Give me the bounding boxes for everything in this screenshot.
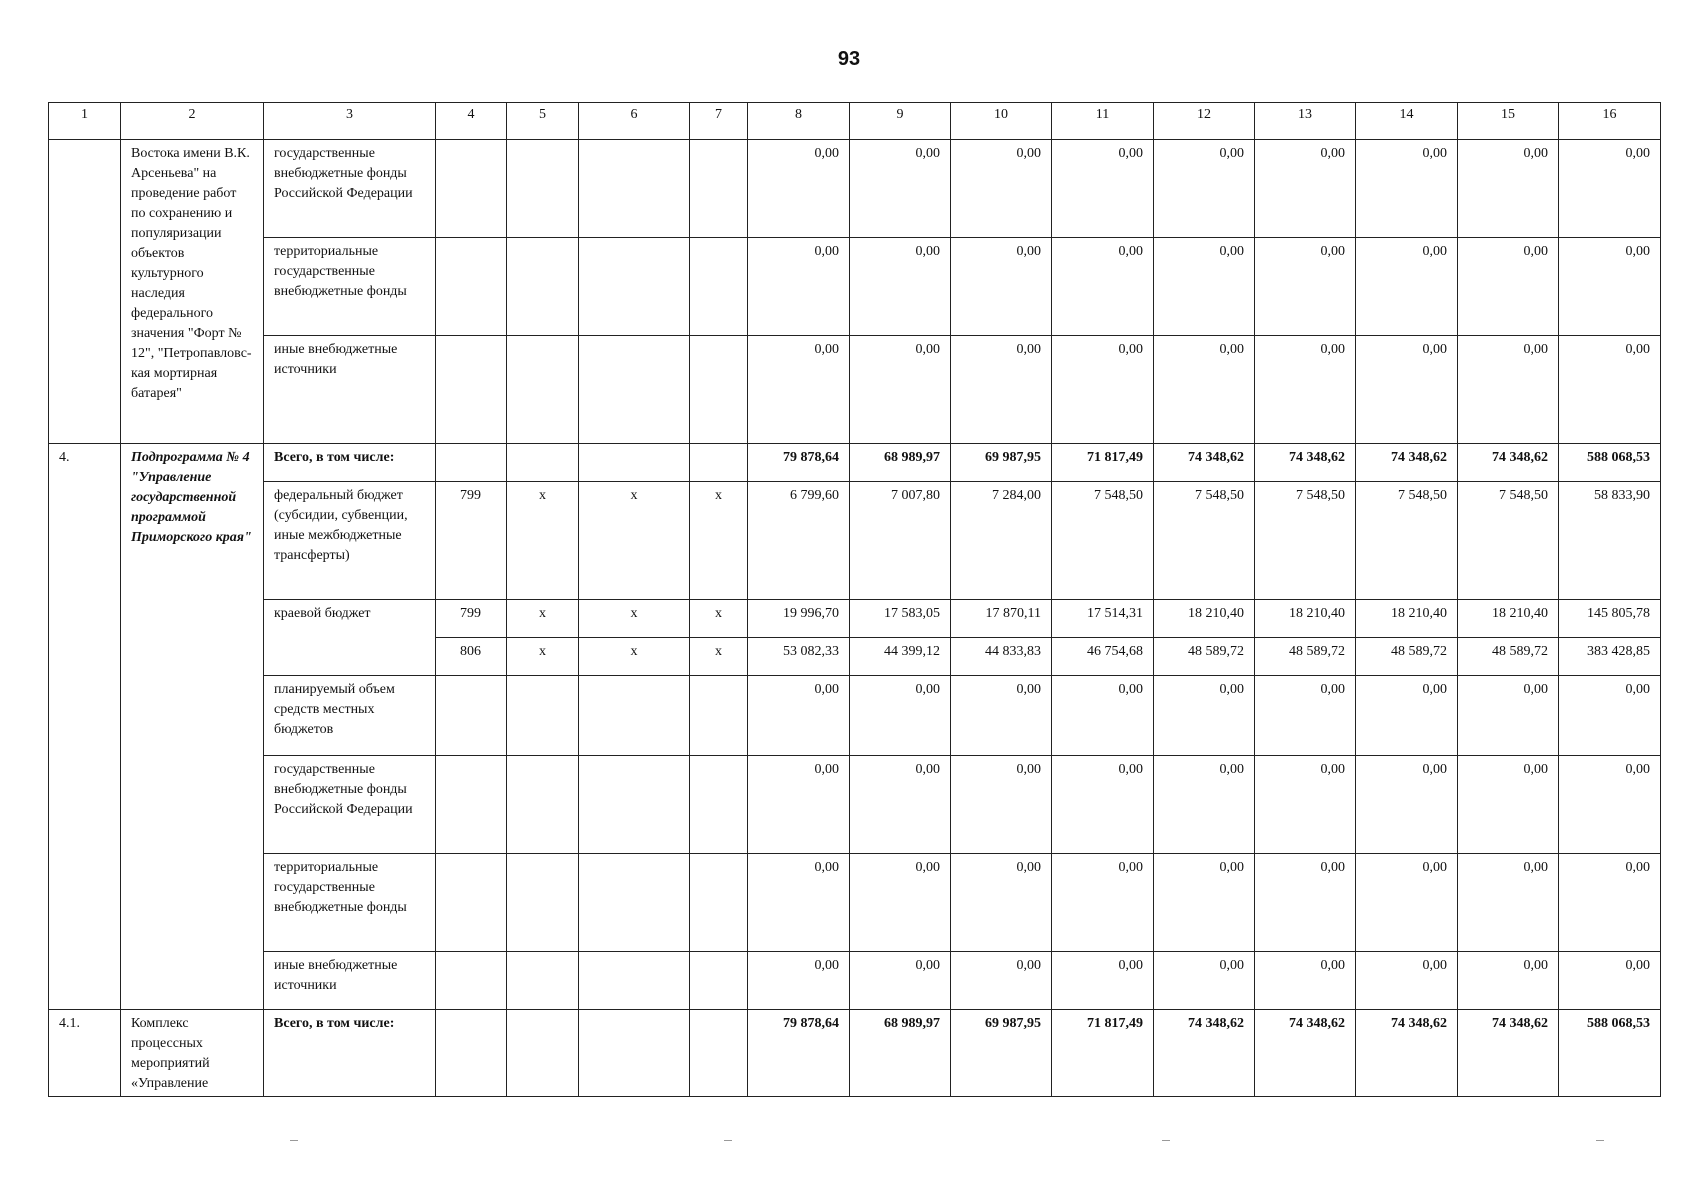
amount-cell: 68 989,97 <box>850 1010 951 1097</box>
code-cell-empty <box>579 756 690 854</box>
code-cell-empty <box>690 854 748 952</box>
amount-cell: 588 068,53 <box>1559 444 1661 482</box>
amount-cell: 0,00 <box>951 336 1052 444</box>
amount-cell: 145 805,78 <box>1559 600 1661 638</box>
amount-cell: 0,00 <box>1356 238 1458 336</box>
code-cell: х <box>579 600 690 638</box>
amount-cell: 0,00 <box>1356 952 1458 1010</box>
amount-cell: 0,00 <box>1356 140 1458 238</box>
amount-cell: 0,00 <box>1052 952 1154 1010</box>
amount-cell: 0,00 <box>748 238 850 336</box>
budget-row <box>49 482 1661 600</box>
code-cell-empty <box>436 140 507 238</box>
amount-cell: 74 348,62 <box>1356 1010 1458 1097</box>
budget-table <box>48 102 1661 1097</box>
amount-cell: 0,00 <box>748 140 850 238</box>
budget-row <box>49 140 1661 238</box>
amount-cell: 69 987,95 <box>951 444 1052 482</box>
amount-cell: 0,00 <box>850 854 951 952</box>
amount-cell: 0,00 <box>748 854 850 952</box>
amount-cell: 44 399,12 <box>850 638 951 676</box>
code-cell-empty <box>579 854 690 952</box>
column-header: 1 <box>49 103 121 140</box>
amount-cell: 0,00 <box>850 676 951 756</box>
funding-source-cell: Всего, в том числе: <box>264 444 436 482</box>
amount-cell: 19 996,70 <box>748 600 850 638</box>
amount-cell: 74 348,62 <box>1458 1010 1559 1097</box>
code-cell: х <box>507 482 579 600</box>
amount-cell: 0,00 <box>1458 676 1559 756</box>
amount-cell: 0,00 <box>1255 676 1356 756</box>
amount-cell: 0,00 <box>1458 140 1559 238</box>
funding-source-cell: краевой бюджет <box>264 600 436 676</box>
funding-source-cell: иные внебюджетные источники <box>264 952 436 1010</box>
code-cell-empty <box>436 336 507 444</box>
amount-cell: 0,00 <box>1052 676 1154 756</box>
page-number: 93 <box>837 48 861 70</box>
code-cell-empty <box>507 238 579 336</box>
amount-cell: 18 210,40 <box>1458 600 1559 638</box>
code-cell-empty <box>436 238 507 336</box>
amount-cell: 6 799,60 <box>748 482 850 600</box>
header-row <box>49 103 1661 140</box>
code-cell-empty <box>690 952 748 1010</box>
code-cell: х <box>579 638 690 676</box>
column-header: 11 <box>1052 103 1154 140</box>
budget-row <box>49 756 1661 854</box>
amount-cell: 0,00 <box>1559 952 1661 1010</box>
code-cell: х <box>507 600 579 638</box>
amount-cell: 0,00 <box>748 756 850 854</box>
amount-cell: 0,00 <box>1458 238 1559 336</box>
amount-cell: 0,00 <box>850 756 951 854</box>
row-number-cell: 4.1. <box>49 1010 121 1097</box>
code-cell-empty <box>690 1010 748 1097</box>
amount-cell: 7 548,50 <box>1356 482 1458 600</box>
amount-cell: 0,00 <box>951 676 1052 756</box>
amount-cell: 0,00 <box>1356 756 1458 854</box>
amount-cell: 44 833,83 <box>951 638 1052 676</box>
amount-cell: 17 514,31 <box>1052 600 1154 638</box>
amount-cell: 0,00 <box>1255 238 1356 336</box>
amount-cell: 0,00 <box>1356 854 1458 952</box>
code-cell-empty <box>436 676 507 756</box>
amount-cell: 48 589,72 <box>1255 638 1356 676</box>
amount-cell: 7 548,50 <box>1052 482 1154 600</box>
funding-source-cell: иные внебюджетные источники <box>264 336 436 444</box>
column-header: 5 <box>507 103 579 140</box>
amount-cell: 0,00 <box>1154 952 1255 1010</box>
budget-row <box>49 952 1661 1010</box>
amount-cell: 74 348,62 <box>1458 444 1559 482</box>
amount-cell: 383 428,85 <box>1559 638 1661 676</box>
amount-cell: 0,00 <box>1255 854 1356 952</box>
amount-cell: 53 082,33 <box>748 638 850 676</box>
amount-cell: 0,00 <box>1559 854 1661 952</box>
column-header: 7 <box>690 103 748 140</box>
code-cell-empty <box>507 854 579 952</box>
code-cell-empty <box>507 952 579 1010</box>
column-header: 4 <box>436 103 507 140</box>
kbk-code-cell: 799 <box>436 600 507 638</box>
amount-cell: 0,00 <box>1356 336 1458 444</box>
amount-cell: 0,00 <box>1255 336 1356 444</box>
amount-cell: 74 348,62 <box>1154 1010 1255 1097</box>
amount-cell: 71 817,49 <box>1052 1010 1154 1097</box>
code-cell-empty <box>579 140 690 238</box>
amount-cell: 0,00 <box>850 952 951 1010</box>
column-header: 2 <box>121 103 264 140</box>
code-cell-empty <box>690 444 748 482</box>
scan-mark <box>1162 1140 1170 1141</box>
code-cell-empty <box>507 756 579 854</box>
budget-row-total <box>49 1010 1661 1097</box>
code-cell-empty <box>436 444 507 482</box>
amount-cell: 0,00 <box>1052 756 1154 854</box>
code-cell-empty <box>507 1010 579 1097</box>
code-cell-empty <box>507 676 579 756</box>
kbk-code-cell: 799 <box>436 482 507 600</box>
amount-cell: 7 548,50 <box>1458 482 1559 600</box>
amount-cell: 0,00 <box>1052 140 1154 238</box>
code-cell: х <box>507 638 579 676</box>
scan-mark <box>1596 1140 1604 1141</box>
amount-cell: 0,00 <box>1458 952 1559 1010</box>
amount-cell: 0,00 <box>1559 336 1661 444</box>
measure-name-cell: Востока имени В.К. Арсеньева" на проведение работ по сохранению и популяризации объектов культурного наследия федерального значения "Форт № 12", "Петропавловс-кая мортирная батарея" <box>121 140 264 444</box>
amount-cell: 74 348,62 <box>1154 444 1255 482</box>
budget-row <box>49 854 1661 952</box>
amount-cell: 0,00 <box>1154 854 1255 952</box>
code-cell-empty <box>436 952 507 1010</box>
amount-cell: 74 348,62 <box>1255 1010 1356 1097</box>
code-cell-empty <box>690 676 748 756</box>
amount-cell: 588 068,53 <box>1559 1010 1661 1097</box>
amount-cell: 58 833,90 <box>1559 482 1661 600</box>
amount-cell: 0,00 <box>1255 140 1356 238</box>
budget-row <box>49 238 1661 336</box>
row-number-cell: 4. <box>49 444 121 1010</box>
amount-cell: 7 007,80 <box>850 482 951 600</box>
funding-source-cell: территориальные государственные внебюджетные фонды <box>264 854 436 952</box>
amount-cell: 0,00 <box>1154 756 1255 854</box>
code-cell: х <box>690 638 748 676</box>
column-header: 12 <box>1154 103 1255 140</box>
amount-cell: 74 348,62 <box>1356 444 1458 482</box>
amount-cell: 7 548,50 <box>1154 482 1255 600</box>
amount-cell: 7 284,00 <box>951 482 1052 600</box>
amount-cell: 17 870,11 <box>951 600 1052 638</box>
code-cell: х <box>690 482 748 600</box>
column-header: 6 <box>579 103 690 140</box>
amount-cell: 0,00 <box>1052 238 1154 336</box>
code-cell-empty <box>690 140 748 238</box>
column-header: 16 <box>1559 103 1661 140</box>
code-cell-empty <box>579 444 690 482</box>
code-cell-empty <box>690 756 748 854</box>
amount-cell: 0,00 <box>1052 854 1154 952</box>
funding-source-cell: государственные внебюджетные фонды Российской Федерации <box>264 140 436 238</box>
budget-row <box>49 600 1661 638</box>
column-header: 13 <box>1255 103 1356 140</box>
code-cell-empty <box>690 336 748 444</box>
column-header: 14 <box>1356 103 1458 140</box>
funding-source-cell: территориальные государственные внебюджетные фонды <box>264 238 436 336</box>
code-cell-empty <box>579 336 690 444</box>
amount-cell: 17 583,05 <box>850 600 951 638</box>
code-cell-empty <box>579 676 690 756</box>
amount-cell: 0,00 <box>850 238 951 336</box>
column-header: 10 <box>951 103 1052 140</box>
amount-cell: 0,00 <box>1154 140 1255 238</box>
amount-cell: 0,00 <box>748 952 850 1010</box>
amount-cell: 0,00 <box>1559 238 1661 336</box>
amount-cell: 0,00 <box>1154 336 1255 444</box>
scan-mark <box>290 1140 298 1141</box>
amount-cell: 0,00 <box>850 140 951 238</box>
amount-cell: 79 878,64 <box>748 1010 850 1097</box>
column-header: 3 <box>264 103 436 140</box>
amount-cell: 0,00 <box>951 952 1052 1010</box>
measure-name-cell: Комплекс процессных мероприятий «Управление <box>121 1010 264 1097</box>
column-header: 8 <box>748 103 850 140</box>
amount-cell: 0,00 <box>1154 238 1255 336</box>
amount-cell: 0,00 <box>850 336 951 444</box>
code-cell-empty <box>507 444 579 482</box>
amount-cell: 0,00 <box>1458 854 1559 952</box>
amount-cell: 0,00 <box>1458 336 1559 444</box>
code-cell-empty <box>579 238 690 336</box>
column-header: 15 <box>1458 103 1559 140</box>
code-cell-empty <box>436 854 507 952</box>
funding-source-cell: планируемый объем средств местных бюджетов <box>264 676 436 756</box>
amount-cell: 0,00 <box>951 238 1052 336</box>
budget-row <box>49 336 1661 444</box>
code-cell-empty <box>690 238 748 336</box>
kbk-code-cell: 806 <box>436 638 507 676</box>
code-cell-empty <box>579 952 690 1010</box>
row-number-cell <box>49 140 121 444</box>
budget-row-total <box>49 444 1661 482</box>
amount-cell: 0,00 <box>1255 756 1356 854</box>
amount-cell: 0,00 <box>1559 676 1661 756</box>
amount-cell: 0,00 <box>1255 952 1356 1010</box>
amount-cell: 0,00 <box>1458 756 1559 854</box>
amount-cell: 0,00 <box>1052 336 1154 444</box>
amount-cell: 0,00 <box>748 676 850 756</box>
amount-cell: 74 348,62 <box>1255 444 1356 482</box>
column-header: 9 <box>850 103 951 140</box>
amount-cell: 46 754,68 <box>1052 638 1154 676</box>
measure-name-cell: Подпрограмма № 4 "Управление государственной программой Приморского края" <box>121 444 264 1010</box>
funding-source-cell: федеральный бюджет (субсидии, субвенции, иные межбюджетные трансферты) <box>264 482 436 600</box>
funding-source-cell: Всего, в том числе: <box>264 1010 436 1097</box>
amount-cell: 48 589,72 <box>1356 638 1458 676</box>
code-cell-empty <box>507 140 579 238</box>
amount-cell: 0,00 <box>951 854 1052 952</box>
amount-cell: 0,00 <box>748 336 850 444</box>
code-cell-empty <box>436 1010 507 1097</box>
amount-cell: 0,00 <box>1356 676 1458 756</box>
amount-cell: 48 589,72 <box>1154 638 1255 676</box>
amount-cell: 79 878,64 <box>748 444 850 482</box>
code-cell: х <box>690 600 748 638</box>
amount-cell: 69 987,95 <box>951 1010 1052 1097</box>
amount-cell: 71 817,49 <box>1052 444 1154 482</box>
amount-cell: 0,00 <box>951 140 1052 238</box>
funding-source-cell: государственные внебюджетные фонды Российской Федерации <box>264 756 436 854</box>
amount-cell: 68 989,97 <box>850 444 951 482</box>
amount-cell: 0,00 <box>1559 756 1661 854</box>
code-cell: х <box>579 482 690 600</box>
budget-row <box>49 676 1661 756</box>
scan-mark <box>724 1140 732 1141</box>
amount-cell: 7 548,50 <box>1255 482 1356 600</box>
code-cell-empty <box>507 336 579 444</box>
amount-cell: 18 210,40 <box>1154 600 1255 638</box>
amount-cell: 0,00 <box>1559 140 1661 238</box>
amount-cell: 18 210,40 <box>1255 600 1356 638</box>
amount-cell: 18 210,40 <box>1356 600 1458 638</box>
code-cell-empty <box>579 1010 690 1097</box>
code-cell-empty <box>436 756 507 854</box>
amount-cell: 0,00 <box>1154 676 1255 756</box>
amount-cell: 48 589,72 <box>1458 638 1559 676</box>
amount-cell: 0,00 <box>951 756 1052 854</box>
